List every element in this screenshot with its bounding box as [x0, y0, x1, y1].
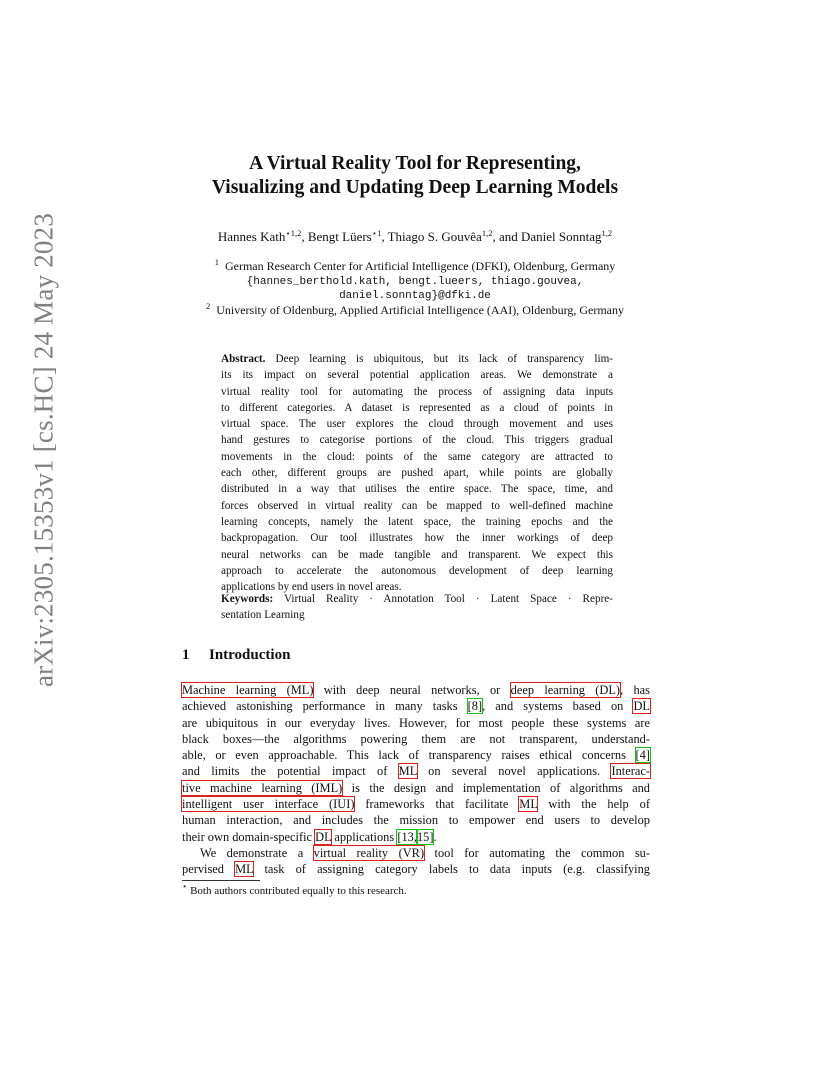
body-line: black boxes—the algorithms powering them are not transparent, understand-	[182, 731, 650, 746]
abstract-line: its its impact on several potential application areas. We demonstrate a	[221, 369, 613, 382]
body-line: their own domain-specific DL applications [13,15].	[182, 829, 437, 844]
affiliation-marker: 1	[214, 257, 219, 267]
footnote-text: Both authors contributed equally to this research.	[187, 885, 407, 897]
affiliation-marker: 2	[205, 301, 211, 311]
abstract-line: virtual reality tool for automating the process of assigning data inputs	[221, 385, 613, 398]
author-marker: 1,2	[481, 228, 493, 238]
citation-link[interactable]: [13,	[397, 829, 417, 844]
abstract-line: virtual space. The user explores the cloud through movement and uses	[221, 418, 613, 431]
acronym-link-ml[interactable]: ML	[235, 862, 254, 877]
footnote-rule	[182, 880, 260, 881]
body-line: Machine learning (ML) with deep neural networks, or deep learning (DL), has	[182, 683, 651, 697]
intro-paragraph	[182, 682, 650, 878]
body-line: We demonstrate a virtual reality (VR) tool for automating the common su-	[200, 845, 650, 860]
abstract-line: each other, different groups are pushed apart, while points are globally	[221, 467, 613, 480]
email-line: daniel.sonntag}@dfki.de	[339, 290, 491, 302]
acronym-link-iui[interactable]: intelligent user interface (IUI)	[182, 797, 355, 812]
citation-link[interactable]: 15]	[416, 829, 434, 844]
acronym-link-ml[interactable]: ML	[398, 764, 417, 779]
affiliation-2	[120, 303, 710, 318]
abstract-line: to different categories. A dataset is represented as a cloud of points in	[221, 401, 613, 414]
acronym-link-dl[interactable]: DL	[633, 699, 650, 714]
author-name: Hannes Kath	[217, 229, 286, 244]
abstract-label: Abstract.	[221, 353, 266, 365]
abstract-line: backpropagation. Our tool illustrates how the inner workings of deep	[221, 532, 613, 545]
acronym-link-iml[interactable]: Interac-	[611, 764, 650, 779]
section-title: Introduction	[209, 647, 291, 663]
title-line: A Virtual Reality Tool for Representing,	[249, 153, 581, 174]
affiliation-text: University of Oldenburg, Applied Artificial Intelligence (AAI), Oldenburg, Germany	[216, 303, 625, 317]
arxiv-stamp-text: arXiv:2305.15353v1 [cs.HC] 24 May 2023	[28, 212, 59, 688]
author-marker: ⋆1	[371, 228, 382, 238]
keywords-label: Keywords:	[221, 593, 274, 605]
abstract-line: forces observed in virtual reality can be mapped to well-defined machine	[221, 499, 613, 512]
paper-title	[120, 152, 710, 200]
abstract	[221, 352, 613, 596]
citation-link[interactable]: [4]	[635, 748, 650, 763]
email-line: {hannes_berthold.kath, bengt.lueers, thiago.gouvea,	[246, 276, 584, 288]
footnote-marker: ⋆	[182, 881, 188, 891]
keywords	[221, 592, 613, 625]
abstract-line: hand gestures to categorise portions of the cloud. This triggers gradual	[221, 434, 613, 447]
affiliation-text: German Research Center for Artificial Intelligence (DFKI), Oldenburg, Germany	[224, 259, 616, 273]
author-name: , Thiago S. Gouvêa	[381, 229, 482, 244]
section-number: 1	[182, 647, 190, 663]
body-line: pervised ML task of assigning category labels to data inputs (e.g. classifying	[182, 862, 650, 877]
author-name: , and Daniel Sonntag	[492, 229, 602, 244]
abstract-line: approach to accelerate the autonomous development of deep learning	[221, 564, 613, 577]
title-line: Visualizing and Updating Deep Learning Models	[211, 177, 619, 198]
footnote	[182, 881, 407, 897]
affiliation-1	[120, 259, 710, 274]
acronym-link-vr[interactable]: virtual reality (VR)	[313, 845, 425, 860]
acronym-link-iml[interactable]: tive machine learning (IML)	[182, 780, 343, 795]
abstract-line: Abstract. Deep learning is ubiquitous, but its lack of transparency lim-	[221, 353, 613, 365]
abstract-line: neural networks can be made tangible and transparent. We expect this	[221, 548, 613, 561]
author-marker: ⋆1,2	[285, 228, 302, 238]
body-line: tive machine learning (IML) is the design and implementation of algorithms and	[182, 780, 651, 795]
body-line: are ubiquitous in our everyday lives. However, for most people these systems are	[182, 715, 650, 730]
acronym-link-ml[interactable]: ML	[519, 797, 538, 812]
abstract-line: learning concepts, namely the latent space, the training epochs and the	[221, 515, 613, 528]
body-line: and limits the potential impact of ML on several novel applications. Interac-	[182, 764, 650, 779]
keywords-line: sentation Learning	[221, 609, 305, 622]
citation-link[interactable]: [8]	[467, 699, 483, 714]
acronym-link-ml[interactable]: Machine learning (ML)	[182, 683, 314, 697]
author-list	[120, 229, 710, 245]
abstract-line: movements in the cloud: points of the same category are attracted to	[221, 450, 613, 463]
author-name: , Bengt Lüers	[301, 229, 372, 244]
abstract-line: distributed in a way that utilises the entire space. The space, time, and	[221, 483, 613, 496]
body-line: achieved astonishing performance in many tasks [8], and systems based on DL	[182, 699, 650, 714]
acronym-link-dl[interactable]: deep learning (DL)	[510, 683, 621, 697]
acronym-link-dl[interactable]: DL	[315, 829, 332, 844]
body-line: human interaction, and includes the mission to empower end users to develop	[182, 813, 650, 828]
keywords-line: Keywords: Virtual Reality · Annotation Tool · Latent Space · Repre-	[221, 593, 613, 605]
body-line: able, or even approachable. This lack of transparency raises ethical concerns [4]	[182, 748, 650, 763]
abstract-line: applications by end users in novel areas.	[221, 581, 402, 594]
author-marker: 1,2	[601, 228, 613, 238]
body-line: intelligent user interface (IUI) frameworks that facilitate ML with the help of	[182, 797, 650, 812]
section-heading	[182, 647, 290, 664]
